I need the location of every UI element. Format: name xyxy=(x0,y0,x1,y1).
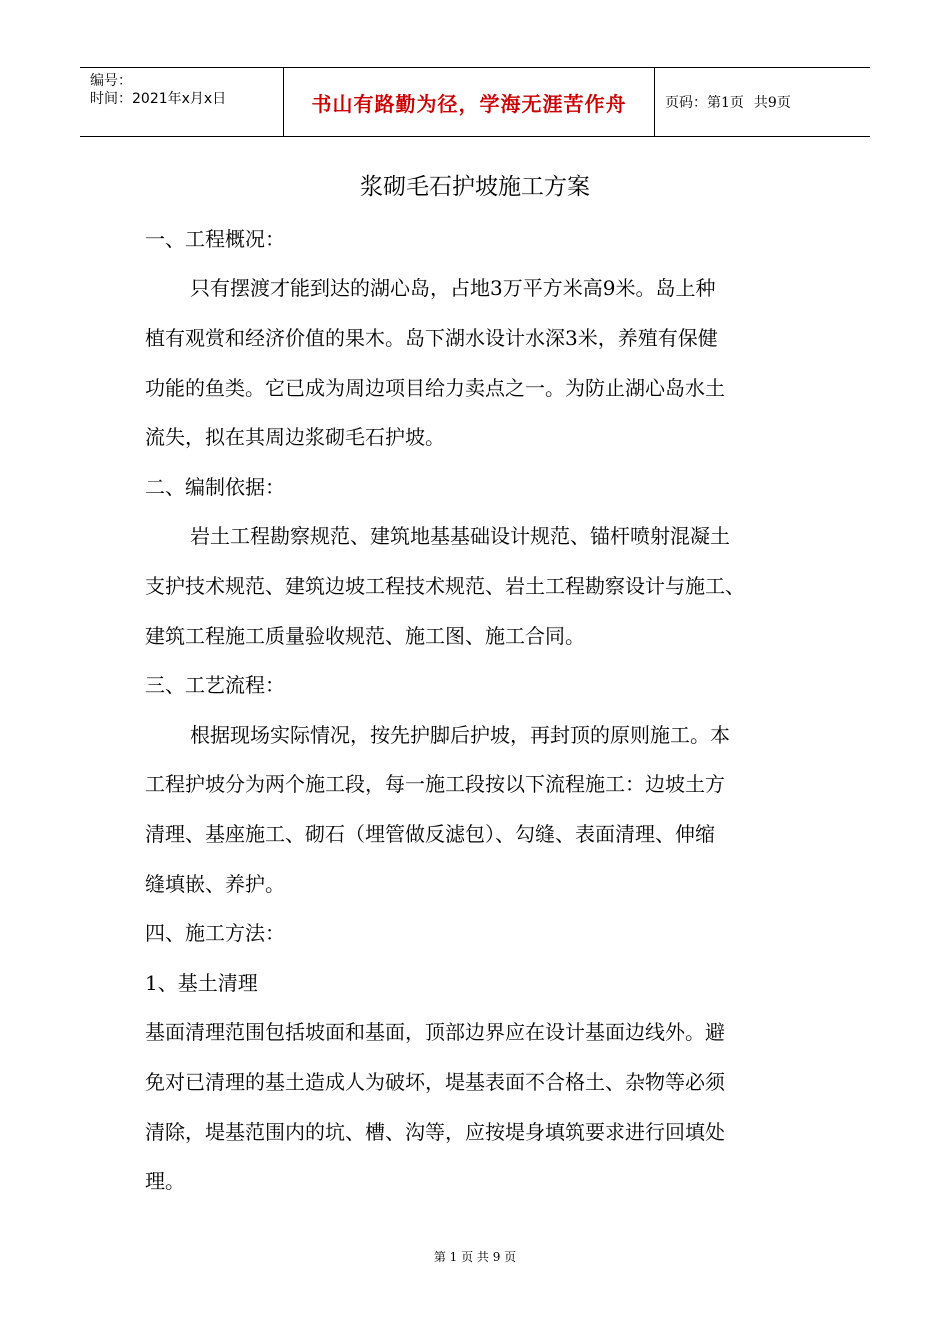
paragraph-line: 只有摆渡才能到达的湖心岛，占地3万平方米高9米。岛上种 xyxy=(190,276,716,300)
paragraph-line: 根据现场实际情况，按先护脚后护坡，再封顶的原则施工。本 xyxy=(190,723,730,747)
document-title: 浆砌毛石护坡施工方案 xyxy=(360,174,590,200)
total-pages-label: 共9页 xyxy=(753,95,791,111)
paragraph-line: 清除，堤基范围内的坑、槽、沟等，应按堤身填筑要求进行回填处 xyxy=(145,1120,725,1144)
paragraph-line: 免对已清理的基土造成人为破坏，堤基表面不合格土、杂物等必须 xyxy=(145,1070,725,1094)
paragraph-line: 支护技术规范、建筑边坡工程技术规范、岩土工程勘察设计与施工、 xyxy=(145,574,745,598)
header-table xyxy=(80,67,870,137)
paragraph-line: 建筑工程施工质量验收规范、施工图、施工合同。 xyxy=(145,624,585,648)
paragraph-line: 工程护坡分为两个施工段，每一施工段按以下流程施工：边坡土方 xyxy=(145,772,725,796)
time-label: 时间：2021年x月x日 xyxy=(90,91,227,107)
paragraph-line: 清理、基座施工、砌石（埋管做反滤包）、勾缝、表面清理、伸缩 xyxy=(145,822,715,846)
paragraph-line: 岩土工程勘察规范、建筑地基基础设计规范、锚杆喷射混凝土 xyxy=(190,524,730,548)
paragraph-line: 流失，拟在其周边浆砌毛石护坡。 xyxy=(145,425,445,449)
motto-text: 书山有路勤为径，学海无涯苦作舟 xyxy=(311,91,627,116)
section-heading: 一、工程概况： xyxy=(145,227,285,251)
paragraph-line: 植有观赏和经济价值的果木。岛下湖水设计水深3米，养殖有保健 xyxy=(145,326,718,350)
number-label: 编号： xyxy=(90,73,132,89)
header-page-cell xyxy=(655,68,870,136)
page-label: 页码：第1页 xyxy=(665,95,744,111)
paragraph-line: 基面清理范围包括坡面和基面，顶部边界应在设计基面边线外。避 xyxy=(145,1020,725,1044)
paragraph-line: 功能的鱼类。它已成为周边项目给力卖点之一。为防止湖心岛水土 xyxy=(145,376,725,400)
paragraph-line: 缝填嵌、养护。 xyxy=(145,872,285,896)
page-footer: 第 1 页 共 9 页 xyxy=(433,1250,517,1264)
header-info-cell xyxy=(80,68,283,136)
subsection-heading: 1、基土清理 xyxy=(145,971,258,995)
header-motto-cell xyxy=(283,68,655,136)
section-heading: 三、工艺流程： xyxy=(145,673,285,697)
paragraph-line: 理。 xyxy=(145,1169,185,1193)
section-heading: 二、编制依据： xyxy=(145,475,285,499)
section-heading: 四、施工方法： xyxy=(145,921,285,945)
